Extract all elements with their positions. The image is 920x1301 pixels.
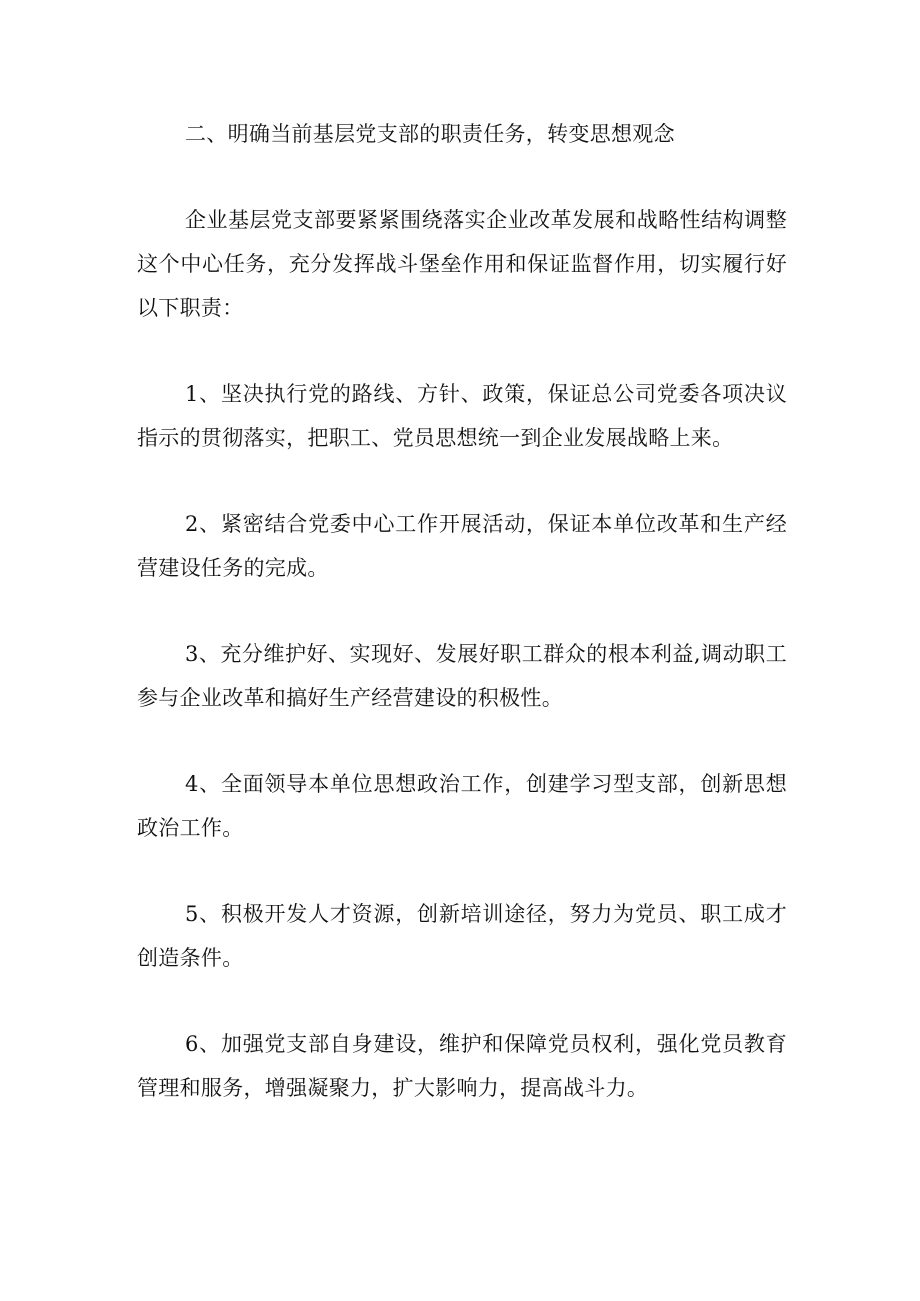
duty-item-6: 6、加强党支部自身建设，维护和保障党员权利，强化党员教育管理和服务，增强凝聚力，扩大影响力，提高战斗力。 bbox=[137, 1032, 787, 1100]
intro-paragraph: 企业基层党支部要紧紧围绕落实企业改革发展和战略性结构调整这个中心任务，充分发挥战斗堡垒作用和保证监督作用，切实履行好以下职责： bbox=[137, 208, 787, 320]
duty-item-2: 2、紧密结合党委中心工作开展活动，保证本单位改革和生产经营建设任务的完成。 bbox=[137, 512, 787, 580]
duty-item-5: 5、积极开发人才资源，创新培训途径，努力为党员、职工成才创造条件。 bbox=[137, 902, 787, 970]
duty-item-1: 1、坚决执行党的路线、方针、政策，保证总公司党委各项决议指示的贯彻落实，把职工、党员思想统一到企业发展战略上来。 bbox=[137, 382, 787, 450]
section-heading: 二、明确当前基层党支部的职责任务，转变思想观念 bbox=[185, 122, 675, 146]
duty-item-4: 4、全面领导本单位思想政治工作，创建学习型支部，创新思想政治工作。 bbox=[137, 772, 787, 840]
duty-item-3: 3、充分维护好、实现好、发展好职工群众的根本利益,调动职工参与企业改革和搞好生产经营建设的积极性。 bbox=[137, 642, 787, 710]
